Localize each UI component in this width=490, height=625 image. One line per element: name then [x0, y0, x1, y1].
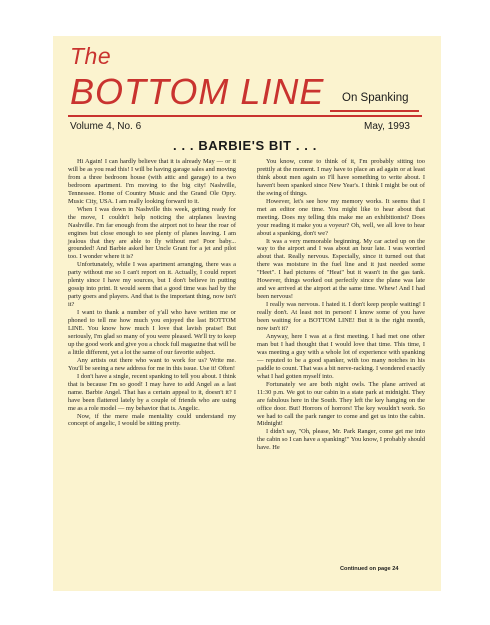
- paragraph: I don't have a single, recent spanking to tell you about. I think that is because I'm so good! I may have to add Angel as a last name. Barbie Angel. That has a certain appeal to it, doesn't it? I have been flattered lately by a couple of friends who are using me as a role model — my behavior that is. Angelic.: [68, 372, 236, 412]
- paragraph: When I was down in Nashville this week, getting ready for the move, I couldn't help noticing the airplanes leaving Nashville. I'm far enough from the airport not to hear the roar of engines but close enough to see plenty of planes leaving. I am jealous that they are able to fly without me! Poor baby... grounded! And Barbie asked her Uncle Grant for a jet and pilot too. I wonder where it is?: [68, 205, 236, 261]
- paragraph: It was a very memorable beginning. My car acted up on the way to the airport and I was about an hour late. I was worried about that. Really nervous. Especially, since it turned out that there was moisture in the fuel line and it just needed some "Heet". I had pictures of "Heat" but it wasn't in the gas tank. However, things worked out perfectly since the plane was late and we arrived at the airport at the same time. Whew! And I had been nervous!: [257, 237, 425, 301]
- masthead-the: The: [70, 43, 112, 69]
- issue-date: May, 1993: [364, 121, 410, 132]
- paragraph: I really was nervous. I hated it. I don't keep people waiting! I really don't. At least not in person! I know some of you have been waiting for a BOTTOM LINE! But it is the right month, now isn't it?: [257, 301, 425, 333]
- paragraph: However, let's see how my memory works. It seems that I met an editor one time. You might like to hear about that meeting. Does my telling this make me an exhibitionist? Does your reading it make you a voyeur? Oh, well, we all love to hear about a spanking, don't we?: [257, 197, 425, 237]
- article-left-column: [68, 158, 236, 428]
- volume-number: Volume 4, No. 6: [70, 121, 142, 132]
- subtitle-rule: [330, 110, 419, 112]
- masthead-subtitle: On Spanking: [342, 92, 409, 104]
- paragraph: I didn't say, "Oh, please, Mr. Park Ranger, come get me into the cabin so I can have a spanking!" You know, I probably should have. He: [257, 428, 425, 452]
- paragraph: Anyway, here I was at a first meeting. I had met one other man but I had thought that I would love that time. This time, I was meeting a guy with a whole lot of experience with spanking — reputed to be a good spanker, with too many notches in his paddle to count. That was a bit nerve-racking. I wondered exactly what I had gotten myself into.: [257, 332, 425, 380]
- continued-note: Continued on page 24: [340, 566, 399, 572]
- paragraph: I want to thank a number of y'all who have written me or phoned to tell me how much you enjoyed the last BOTTOM LINE. You know how much I love that lavish praise! But seriously, I'm glad so many of you were pleased. We'll try to keep up the good work and give you a chock full magazine that will be a little different, yet a lot the same of our favorite subject.: [68, 309, 236, 356]
- paragraph: Hi Again! I can hardly believe that it is already May — or it will be as you read this! I will be having garage sales and moving from a three bedroom house (with attic and garage) to a two bedroom apartment. I'm moving to the big city! Nashville, Tennessee. Home of Country Music and the Grand Ole Opry. Music City, USA. I am really looking forward to it.: [68, 158, 236, 205]
- paragraph: Fortunately we are both night owls. The plane arrived at 11:30 p.m. We got to our cabin in a state park at midnight. They are fabulous here in the South. They left the key hanging on the office door. But! Horrors of horrors! The key wouldn't work. So we had to call the park ranger to come and get us into the cabin. Midnight!: [257, 380, 425, 428]
- masthead-rule: [68, 115, 422, 117]
- paragraph: Unfortunately, while I was apartment arranging, there was a party without me so I can't report on it. Actually, I could report plenty since I have my sources, but I don't believe in putting gossip into print. It would seem that a good time was had by the party goers and players. And that is the important thing, now isn't it?: [68, 261, 236, 309]
- paragraph: You know, come to think of it, I'm probably sitting too prettily at the moment. I may have to place an ad again or at least think about men again so I'll have something to write about. I haven't been spanked since New Year's. I think I might be out of the swing of things.: [257, 158, 425, 197]
- article-headline: . . . BARBIE'S BIT . . .: [173, 138, 317, 153]
- article-right-column: [257, 158, 425, 452]
- paragraph: Now, if the mere male mentality could understand my concept of angelic, I would be sitting pretty.: [68, 412, 236, 428]
- masthead-title: BOTTOM LINE: [70, 71, 325, 112]
- paragraph: Any artists out there who want to work for us? Write me. You'll be seeing a new address for me in this issue. Use it! Often!: [68, 356, 236, 372]
